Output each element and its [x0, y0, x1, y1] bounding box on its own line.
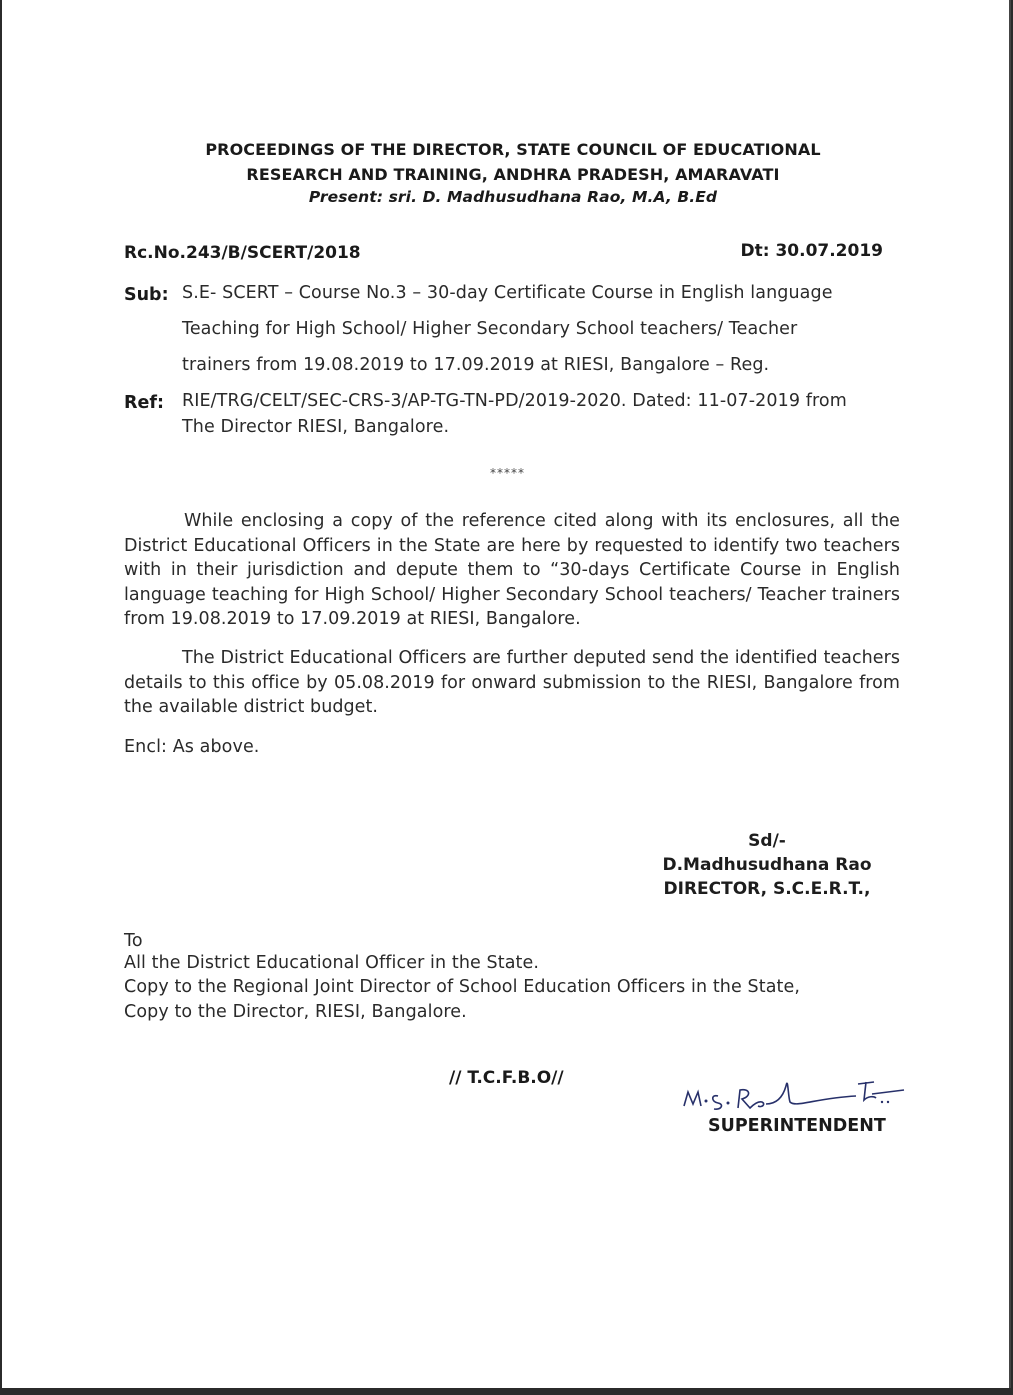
ref-line-1: RIE/TRG/CELT/SEC-CRS-3/AP-TG-TN-PD/2019-2020. Dated: 11-07-2019 from	[182, 391, 847, 411]
tcfbo-mark: // T.C.F.B.O//	[449, 1068, 564, 1088]
signature-name: D.Madhusudhana Rao	[662, 855, 872, 875]
document-date: Dt: 30.07.2019	[740, 241, 883, 261]
rc-number: Rc.No.243/B/SCERT/2018	[124, 243, 361, 263]
subject-line-1: S.E- SCERT – Course No.3 – 30-day Certificate Course in English language	[182, 283, 833, 303]
paragraph-1: While enclosing a copy of the reference cited along with its enclosures, all the District Educational Officers in the State are here by requested to identify two teachers with in their jurisdiction and depute them to “30-days Certificate Course in English language teaching for High School/ Higher Secondary School teachers/ Teacher trainers from 19.08.2019 to 17.09.2019 at RIESI, Bangalore.	[124, 511, 900, 630]
superintendent-title: SUPERINTENDENT	[708, 1116, 886, 1136]
signature-sd: Sd/-	[748, 831, 786, 851]
handwritten-signature	[678, 1066, 910, 1118]
paragraph-2: The District Educational Officers are further deputed send the identified teachers details to this office by 05.08.2019 for onward submission to the RIESI, Bangalore from the available district budget.	[124, 648, 900, 718]
header-line-1: PROCEEDINGS OF THE DIRECTOR, STATE COUNCIL OF EDUCATIONAL	[205, 140, 821, 159]
signature-block	[642, 829, 892, 901]
subject-line-3: trainers from 19.08.2019 to 17.09.2019 at RIESI, Bangalore – Reg.	[182, 355, 770, 375]
header-line-2: RESEARCH AND TRAINING, ANDHRA PRADESH, AMARAVATI	[246, 165, 780, 184]
recipients-to: To	[124, 931, 143, 951]
recipient-line-2: Copy to the Regional Joint Director of School Education Officers in the State,	[124, 977, 801, 997]
document-page	[2, 0, 1011, 1388]
signature-title: DIRECTOR, S.C.E.R.T.,	[663, 879, 871, 899]
ref-line-2: The Director RIESI, Bangalore.	[182, 417, 450, 437]
recipient-line-1: All the District Educational Officer in the State.	[124, 953, 540, 973]
subject-line-2: Teaching for High School/ Higher Secondary School teachers/ Teacher	[182, 319, 798, 339]
enclosure-note: Encl: As above.	[124, 737, 260, 757]
ref-label: Ref:	[124, 393, 164, 413]
subject-label: Sub:	[124, 285, 169, 305]
separator-stars: *****	[490, 466, 525, 480]
header-present: Present: sri. D. Madhusudhana Rao, M.A, B.Ed	[308, 188, 718, 206]
recipient-line-3: Copy to the Director, RIESI, Bangalore.	[124, 1002, 467, 1022]
